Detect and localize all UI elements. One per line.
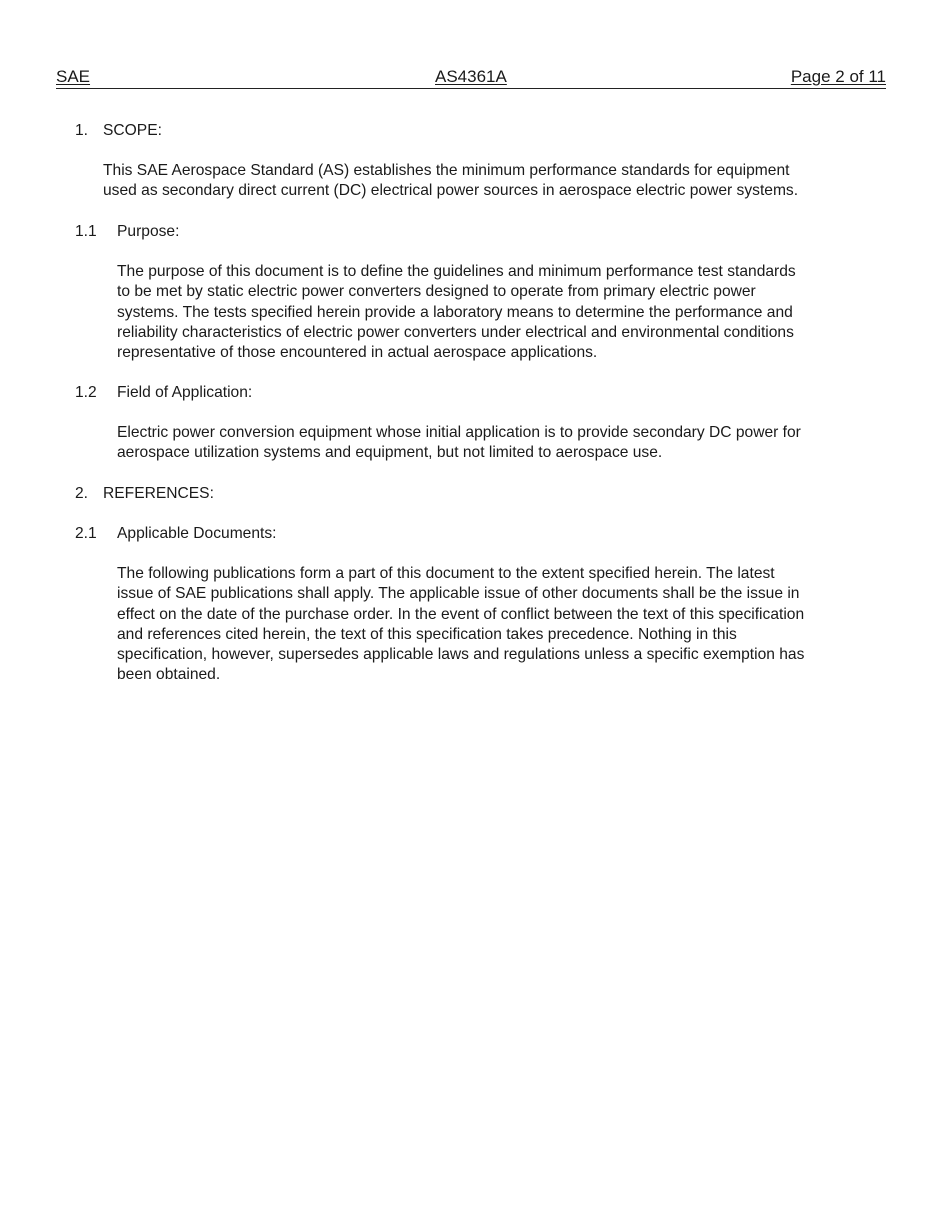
- text-line: used as secondary direct current (DC) electrical power sources in aerospace electric power systems.: [103, 182, 799, 200]
- text-line: This SAE Aerospace Standard (AS) establishes the minimum performance standards for equipment: [103, 162, 790, 179]
- section-title: Purpose:: [117, 223, 180, 240]
- section-body-applicable-documents: [117, 564, 804, 686]
- header-document-number: AS4361A: [435, 67, 507, 86]
- text-line: Electric power conversion equipment whose initial application is to provide secondary DC power for: [117, 424, 801, 441]
- section-title: Applicable Documents:: [117, 525, 277, 542]
- text-line: systems. The tests specified herein provide a laboratory means to determine the performance and: [117, 303, 793, 321]
- text-line: and references cited herein, the text of this specification takes precedence. Nothing in this: [117, 625, 737, 643]
- text-line: to be met by static electric power converters designed to operate from primary electric power: [117, 283, 756, 301]
- section-title: SCOPE:: [103, 122, 162, 139]
- section-heading-field-of-application: [75, 383, 253, 403]
- section-body-field-of-application: [117, 423, 801, 464]
- text-line: effect on the date of the purchase order. In the event of conflict between the text of this specification: [117, 605, 805, 623]
- text-line: been obtained.: [117, 666, 221, 684]
- header-organization: SAE: [56, 67, 91, 86]
- section-heading-applicable-documents: [75, 524, 277, 544]
- section-title: REFERENCES:: [103, 485, 214, 502]
- section-number: 2.1: [75, 525, 97, 542]
- text-line: aerospace utilization systems and equipment, but not limited to aerospace use.: [117, 444, 663, 462]
- text-line: The following publications form a part of this document to the extent specified herein. The latest: [117, 565, 775, 582]
- section-heading-references: [75, 484, 214, 504]
- header-page-number: Page 2 of 11: [790, 67, 886, 86]
- section-number: 2.: [75, 485, 89, 502]
- text-line: representative of those encountered in actual aerospace applications.: [117, 344, 598, 362]
- section-number: 1.: [75, 122, 89, 139]
- section-body-purpose: [117, 262, 796, 363]
- text-line: The purpose of this document is to define the guidelines and minimum performance test standards: [117, 263, 796, 280]
- text-line: reliability characteristics of electric power converters under electrical and environmental conditions: [117, 323, 794, 341]
- text-line: issue of SAE publications shall apply. The applicable issue of other documents shall be the issue in: [117, 585, 800, 603]
- page-header: [56, 66, 886, 89]
- section-title: Field of Application:: [117, 384, 253, 401]
- section-heading-purpose: [75, 222, 180, 242]
- section-heading-scope: [75, 121, 162, 141]
- section-number: 1.1: [75, 223, 97, 240]
- text-line: specification, however, supersedes applicable laws and regulations unless a specific exemption has: [117, 646, 805, 664]
- section-number: 1.2: [75, 384, 97, 401]
- section-body-scope: [103, 161, 798, 202]
